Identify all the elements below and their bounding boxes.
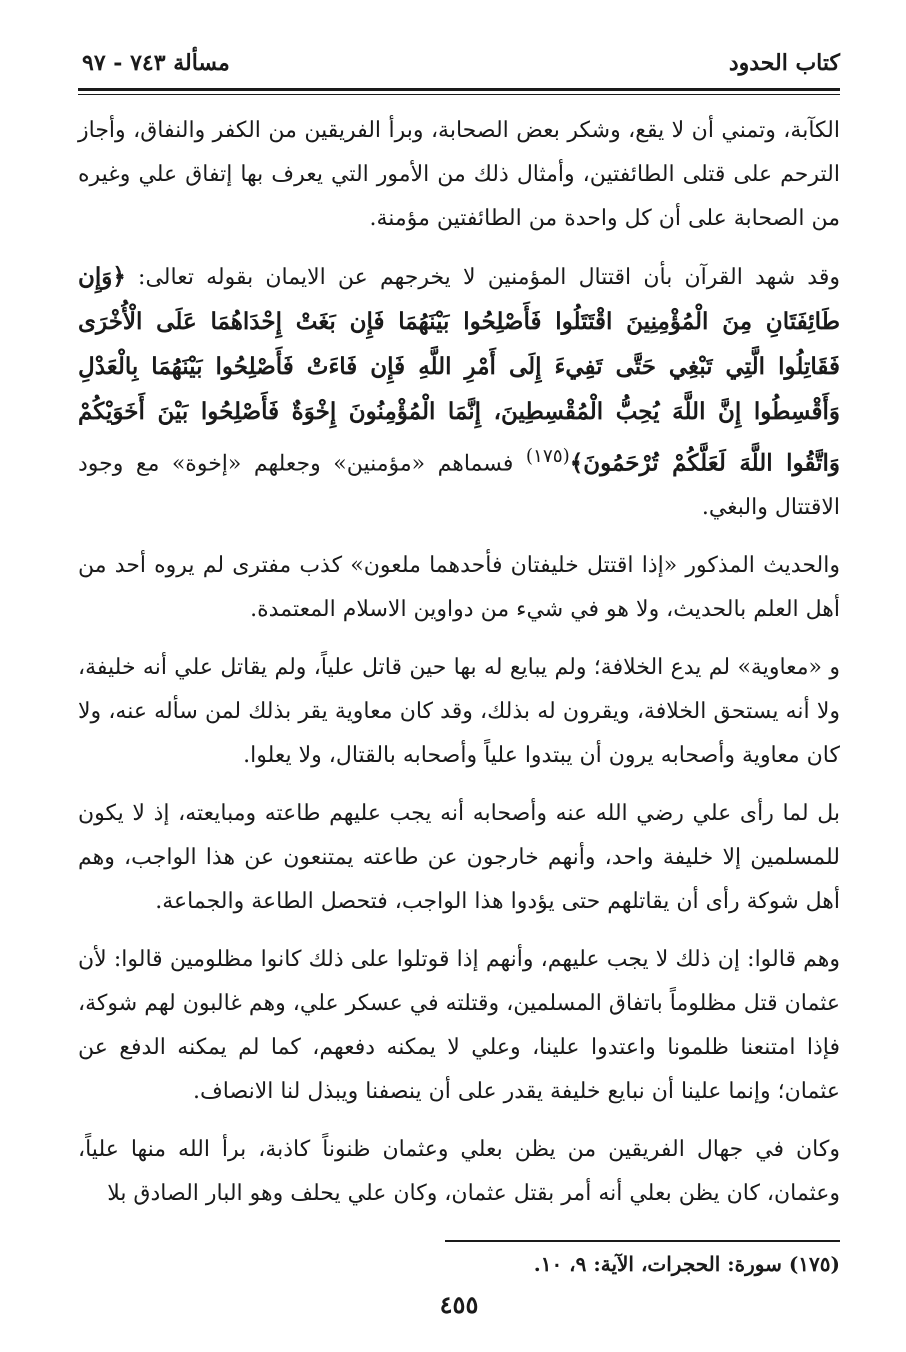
paragraph-1: الكآبة، وتمني أن لا يقع، وشكر بعض الصحابة، وبرأ الفريقين من الكفر والنفاق، وأجاز الترحم على قتلى الطائفتين، وأمثال ذلك من الأمور التي يعرف بها إتفاق علي وغيره من الصحابة على أن كل واحدة من الطائفتين مؤمنة. bbox=[78, 118, 840, 231]
paragraph-3: والحديث المذكور «إذا اقتتل خليفتان فأحدهما ملعون» كذب مفترى لم يروه أحد من أهل العلم بالحديث، ولا هو في شيء من دواوين الاسلام المعتمدة. bbox=[78, 553, 840, 623]
paragraph-6: وهم قالوا: إن ذلك لا يجب عليهم، وأنهم إذا قوتلوا على ذلك كانوا مظلومين قالوا: لأن عثمان قتل مظلوماً باتفاق المسلمين، وقتلته في عسكر علي، وهم غالبون لهم شوكة، فإذا امتنعنا ظلمونا واعتدوا علينا، وعلي لا يمكنه دفعهم، كما لم يمكنه الدفع عن عثمان؛ وإنما علينا أن نبايع خليفة يقدر على أن ينصفنا ويبذل لنا الانصاف. bbox=[78, 947, 840, 1105]
footnote-rule bbox=[445, 1240, 840, 1242]
quran-intro: وقد شهد القرآن بأن اقتتال المؤمنين لا يخرجهم عن الايمان بقوله تعالى: bbox=[138, 265, 840, 290]
paragraph-7: وكان في جهال الفريقين من يظن بعلي وعثمان ظنوناً كاذبة، برأ الله منها علياً، وعثمان، كان يظن بعلي أنه أمر بقتل عثمان، وكان علي يحلف وهو البار الصادق بلا bbox=[78, 1137, 840, 1207]
footnote: (١٧٥) سورة: الحجرات، الآية: ٩، ١٠. bbox=[533, 1252, 840, 1276]
running-header bbox=[78, 40, 840, 84]
quran-outro: فسماهم «مؤمنين» وجعلهم «إخوة» مع وجود الاقتتال والبغي. bbox=[78, 451, 840, 521]
quran-verse: ﴿وَإِن طَائِفَتَانِ مِنَ الْمُؤْمِنِينَ اقْتَتَلُوا فَأَصْلِحُوا بَيْنَهُمَا فَإِن بَغَتْ إِحْدَاهُمَا عَلَى الْأُخْرَى فَقَاتِلُوا الَّتِي تَبْغِي حَتَّى تَفِيءَ إِلَى أَمْرِ اللَّهِ فَإِن فَاءَتْ فَأَصْلِحُوا بَيْنَهُمَا بِالْعَدْلِ وَأَقْسِطُوا إِنَّ اللَّهَ يُحِبُّ الْمُقْسِطِينَ، إِنَّمَا الْمُؤْمِنُونَ إِخْوَةٌ فَأَصْلِحُوا بَيْنَ أَخَوَيْكُمْ وَاتَّقُوا اللَّهَ لَعَلَّكُمْ تُرْحَمُونَ﴾ bbox=[78, 263, 840, 477]
issue-label: مسألة ٧٤٣ - ٩٧ bbox=[82, 50, 230, 76]
footnote-ref: (١٧٥) bbox=[525, 446, 570, 467]
page-number: ٤٥٥ bbox=[439, 1290, 479, 1319]
main-text bbox=[78, 109, 840, 1216]
paragraph-5: بل لما رأى علي رضي الله عنه وأصحابه أنه يجب عليهم طاعته ومبايعته، إذ لا يكون للمسلمين إلا خليفة واحد، وأنهم خارجون عن طاعته يمتنعون عن هذا الواجب، وهم أهل شوكة رأى أن يقاتلهم حتى يؤدوا هذا الواجب، فتحصل الطاعة والجماعة. bbox=[78, 801, 840, 915]
paragraph-4: و «معاوية» لم يدع الخلافة؛ ولم يبايع له بها حين قاتل علياً، ولم يقاتل علي أنه خليفة، ولا أنه يستحق الخلافة، ويقرون له بذلك، وقد كان معاوية يقر بذلك لمن سأله عنه، ولا كان معاوية وأصحابه يرون أن يبتدوا علياً وأصحابه بالقتال، ولا يعلوا. bbox=[78, 655, 840, 769]
header-rule-thick bbox=[78, 88, 840, 91]
book-title: كتاب الحدود bbox=[728, 50, 840, 76]
book-page bbox=[78, 40, 840, 1319]
header-rule-thin bbox=[78, 94, 840, 95]
paragraph-2 bbox=[78, 255, 840, 530]
